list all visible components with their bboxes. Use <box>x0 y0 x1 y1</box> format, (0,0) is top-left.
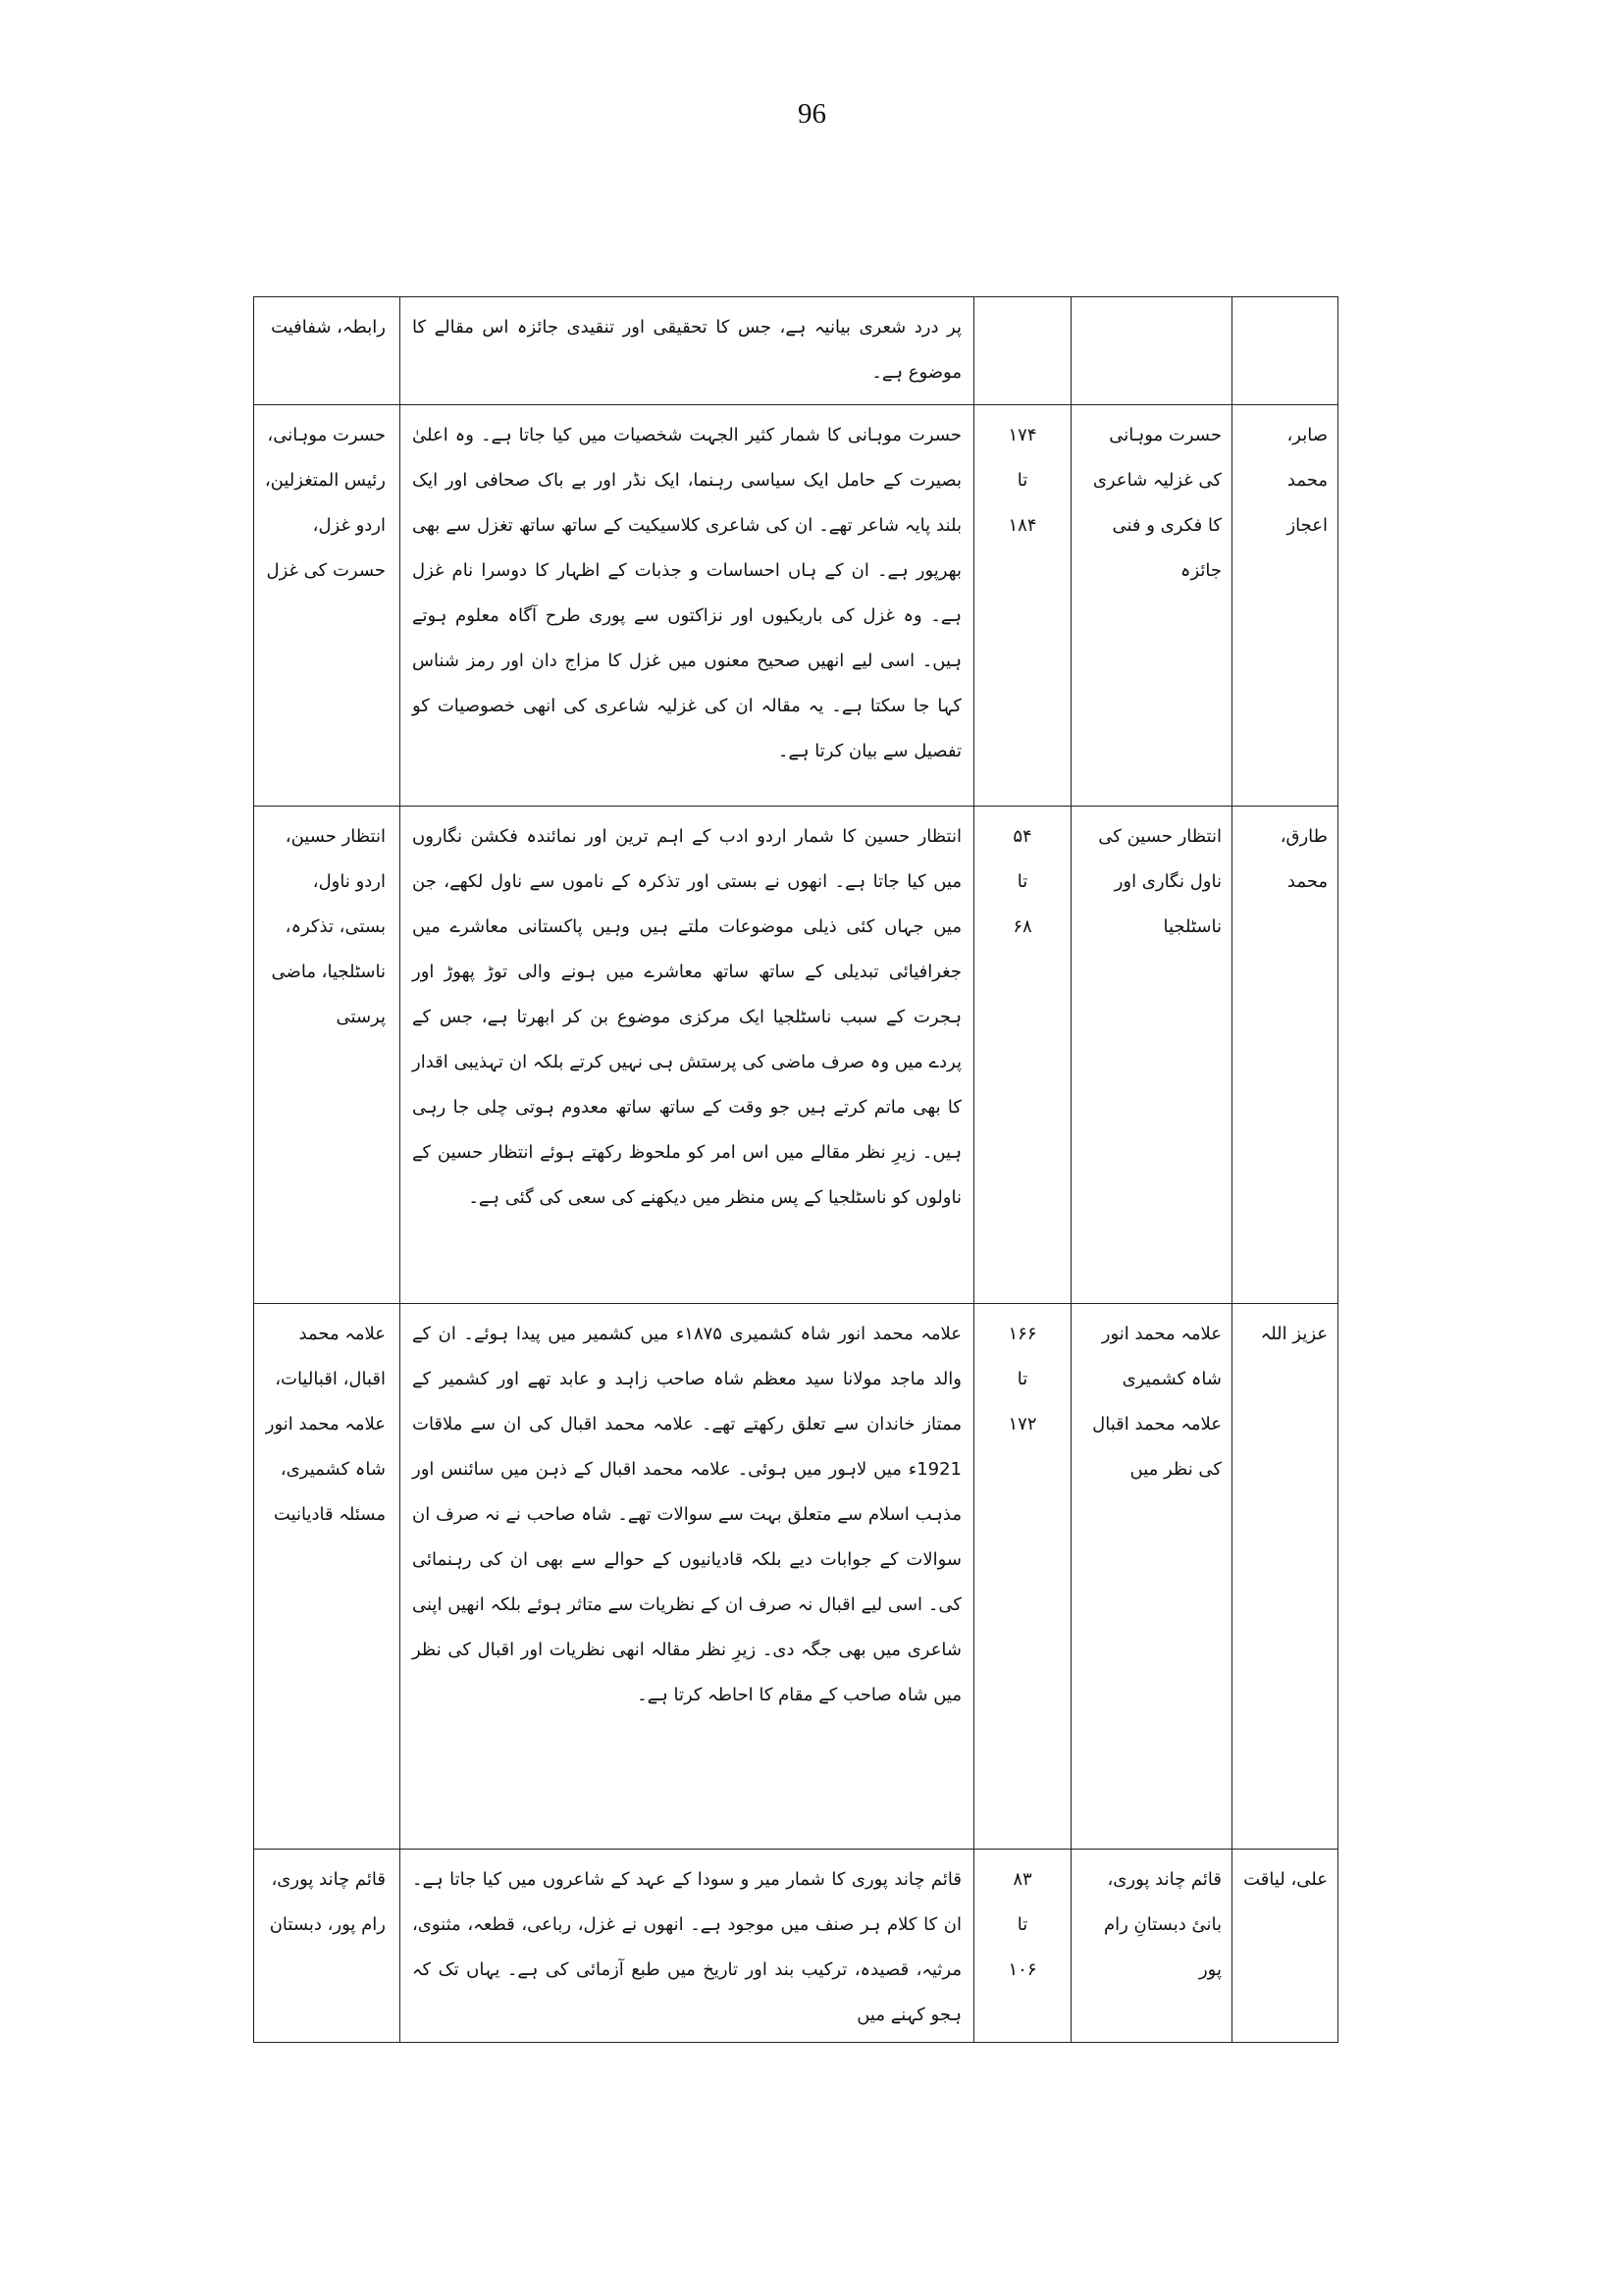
table-row <box>254 1850 1338 2043</box>
title-cell: حسرت موہانی کی غزلیہ شاعری کا فکری و فنی جائزہ <box>1072 405 1232 807</box>
abstract-cell: پر درد شعری بیانیہ ہے، جس کا تحقیقی اور تنقیدی جائزہ اس مقالے کا موضوع ہے۔ <box>400 297 974 405</box>
title-cell <box>1072 297 1232 405</box>
title-cell: علامہ محمد انور شاہ کشمیری علامہ محمد اقبال کی نظر میں <box>1072 1304 1232 1850</box>
table-row <box>254 807 1338 1304</box>
pages-cell: ۸۳ تا ۱۰۶ <box>974 1850 1072 2043</box>
pages-cell <box>974 297 1072 405</box>
author-cell: عزیز اللہ <box>1232 1304 1338 1850</box>
page-number: 96 <box>798 98 826 130</box>
abstract-cell: علامہ محمد انور شاہ کشمیری ۱۸۷۵ء میں کشمیر میں پیدا ہوئے۔ ان کے والد ماجد مولانا سید معظم شاہ صاحب زاہد و عابد تھے اور کشمیر کے ممتاز خاندان سے تعلق رکھتے تھے۔ علامہ محمد اقبال کی ان سے ملاقات 1921ء میں لاہور میں ہوئی۔ علامہ محمد اقبال کے ذہن میں سائنس اور مذہب اسلام سے متعلق بہت سے سوالات تھے۔ شاہ صاحب نے نہ صرف ان سوالات کے جوابات دیے بلکہ قادیانیوں کے حوالے سے بھی ان کی رہنمائی کی۔ اسی لیے اقبال نہ صرف ان کے نظریات سے متاثر ہوئے بلکہ انھیں اپنی شاعری میں بھی جگہ دی۔ زیرِ نظر مقالہ انھی نظریات اور اقبال کی نظر میں شاہ صاحب کے مقام کا احاطہ کرتا ہے۔ <box>400 1304 974 1850</box>
keywords-cell: انتظار حسین، اردو ناول، بستی، تذکرہ، ناسٹلجیا، ماضی پرستی <box>254 807 400 1304</box>
table-row <box>254 405 1338 807</box>
keywords-cell: رابطہ، شفافیت <box>254 297 400 405</box>
article-index-table <box>253 296 1338 2043</box>
author-cell: علی، لیاقت <box>1232 1850 1338 2043</box>
pages-cell: ۱۶۶ تا ۱۷۲ <box>974 1304 1072 1850</box>
pages-cell: ۵۴ تا ۶۸ <box>974 807 1072 1304</box>
keywords-cell: حسرت موہانی، رئیس المتغزلین، اردو غزل، حسرت کی غزل <box>254 405 400 807</box>
abstract-cell: قائم چاند پوری کا شمار میر و سودا کے عہد کے شاعروں میں کیا جاتا ہے۔ ان کا کلام ہر صنف میں موجود ہے۔ انھوں نے غزل، رباعی، قطعہ، مثنوی، مرثیہ، قصیدہ، ترکیب بند اور تاریخ میں طبع آزمائی کی ہے۔ یہاں تک کہ ہجو کہنے میں <box>400 1850 974 2043</box>
title-cell: قائم چاند پوری، بانیٔ دبستانِ رام پور <box>1072 1850 1232 2043</box>
author-cell: طارق، محمد <box>1232 807 1338 1304</box>
author-cell <box>1232 297 1338 405</box>
table-row <box>254 1304 1338 1850</box>
table-row <box>254 297 1338 405</box>
title-cell: انتظار حسین کی ناول نگاری اور ناسٹلجیا <box>1072 807 1232 1304</box>
abstract-cell: انتظار حسین کا شمار اردو ادب کے اہم ترین اور نمائندہ فکشن نگاروں میں کیا جاتا ہے۔ انھوں نے بستی اور تذکرہ کے ناموں سے ناول لکھے، جن میں جہاں کئی ذیلی موضوعات ملتے ہیں وہیں پاکستانی معاشرے میں جغرافیائی تبدیلی کے ساتھ ساتھ معاشرے میں ہونے والی توڑ پھوڑ اور ہجرت کے سبب ناسٹلجیا ایک مرکزی موضوع بن کر ابھرتا ہے، جس کے پردے میں وہ صرف ماضی کی پرستش ہی نہیں کرتے بلکہ ان تہذیبی اقدار کا بھی ماتم کرتے ہیں جو وقت کے ساتھ ساتھ معدوم ہوتی چلی جا رہی ہیں۔ زیرِ نظر مقالے میں اس امر کو ملحوظ رکھتے ہوئے انتظار حسین کے ناولوں کو ناسٹلجیا کے پس منظر میں دیکھنے کی سعی کی گئی ہے۔ <box>400 807 974 1304</box>
keywords-cell: علامہ محمد اقبال، اقبالیات، علامہ محمد انور شاہ کشمیری، مسئلہ قادیانیت <box>254 1304 400 1850</box>
keywords-cell: قائم چاند پوری، رام پور، دبستان <box>254 1850 400 2043</box>
author-cell: صابر، محمد اعجاز <box>1232 405 1338 807</box>
abstract-cell: حسرت موہانی کا شمار کثیر الجہت شخصیات میں کیا جاتا ہے۔ وہ اعلیٰ بصیرت کے حامل ایک سیاسی رہنما، ایک نڈر اور بے باک صحافی اور ایک بلند پایہ شاعر تھے۔ ان کی شاعری کلاسیکیت کے ساتھ ساتھ تغزل سے بھی بھرپور ہے۔ ان کے ہاں احساسات و جذبات کے اظہار کا دوسرا نام غزل ہے۔ وہ غزل کی باریکیوں اور نزاکتوں سے پوری طرح آگاہ معلوم ہوتے ہیں۔ اسی لیے انھیں صحیح معنوں میں غزل کا مزاج دان اور رمز شناس کہا جا سکتا ہے۔ یہ مقالہ ان کی غزلیہ شاعری کی انھی خصوصیات کو تفصیل سے بیان کرتا ہے۔ <box>400 405 974 807</box>
pages-cell: ۱۷۴ تا ۱۸۴ <box>974 405 1072 807</box>
